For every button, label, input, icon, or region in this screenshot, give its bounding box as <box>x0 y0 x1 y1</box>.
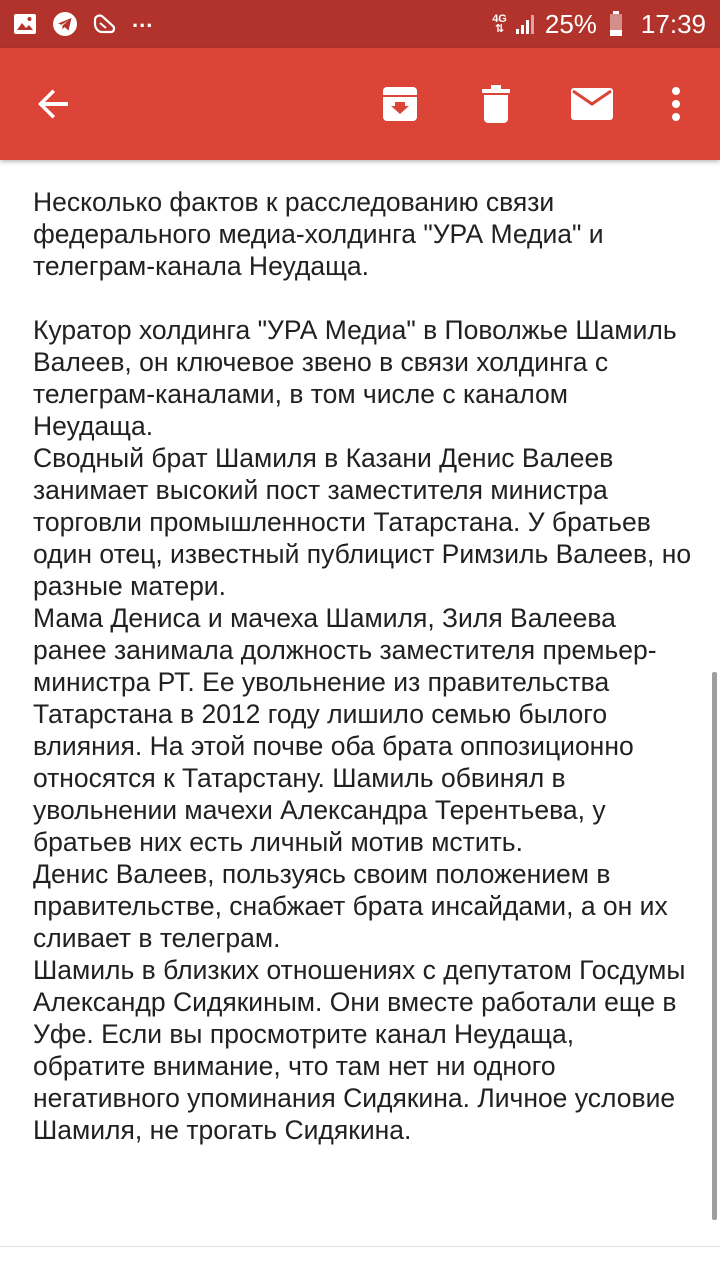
telegram-icon <box>52 11 78 37</box>
back-button[interactable] <box>26 76 82 132</box>
mail-icon <box>570 87 614 121</box>
status-notifications <box>12 0 153 48</box>
paragraph-spacer <box>33 282 693 314</box>
more-notifications: ... <box>132 7 154 32</box>
network-label: 4G <box>492 13 507 25</box>
status-bar <box>0 0 720 48</box>
signal-icon <box>513 11 539 37</box>
data-arrows-icon: ⇅ <box>494 23 505 35</box>
mark-unread-button[interactable] <box>564 76 620 132</box>
image-icon <box>12 11 38 37</box>
archive-icon <box>381 85 419 123</box>
message-paragraph: Денис Валеев, пользуясь своим положением в правительстве, снабжает брата инсайдами, а он их сливает в телеграм. <box>33 859 668 953</box>
network-type <box>492 14 507 34</box>
battery-percent: 25% <box>544 8 597 39</box>
battery-icon <box>603 11 629 37</box>
app-bar <box>0 48 720 160</box>
message-paragraph: Сводный брат Шамиля в Казани Денис Валеев занимает высокий пост заместителя министра торговли промышленности Татарстана. У братьев один отец, известный публицист Римзиль Валеев, но разные матери. <box>33 443 692 601</box>
message-intro: Несколько фактов к расследованию связи федерального медиа-холдинга "УРА Медиа" и телеграм-канала Неудаща. <box>33 187 604 281</box>
archive-button[interactable] <box>372 76 428 132</box>
clock: 17:39 <box>640 8 706 39</box>
notification-icon <box>92 11 118 37</box>
delete-button[interactable] <box>468 76 524 132</box>
footer-divider <box>0 1246 720 1247</box>
arrow-back-icon <box>36 86 72 122</box>
more-vert-icon <box>671 86 681 122</box>
delete-icon <box>480 85 512 123</box>
status-system <box>492 0 706 48</box>
message-paragraph: Куратор холдинга "УРА Медиа" в Поволжье Шамиль Валеев, он ключевое звено в связи холдинга с телеграм-каналами, в том числе с каналом Неудаща. <box>33 315 677 441</box>
message-body <box>33 186 693 1146</box>
message-paragraph: Шамиль в близких отношениях с депутатом Госдумы Александр Сидякиным. Они вместе работали еще в Уфе. Если вы просмотрите канал Неудаща, обратите внимание, что там нет ни одного негативного упоминания Сидякина. Личное условие Шамиля, не трогать Сидякина. <box>33 955 686 1145</box>
more-options-button[interactable] <box>648 76 704 132</box>
message-paragraph: Мама Дениса и мачеха Шамиля, Зиля Валеева ранее занимала должность заместителя премьер-министра РТ. Ее увольнение из правительства Татарстана в 2012 году лишило семью былого влияния. На этой почве оба брата оппозиционно относятся к Татарстану. Шамиль обвинял в увольнении мачехи Александра Терентьева, у братьев них есть личный мотив мстить. <box>33 603 657 857</box>
scrollbar[interactable] <box>712 672 717 1220</box>
